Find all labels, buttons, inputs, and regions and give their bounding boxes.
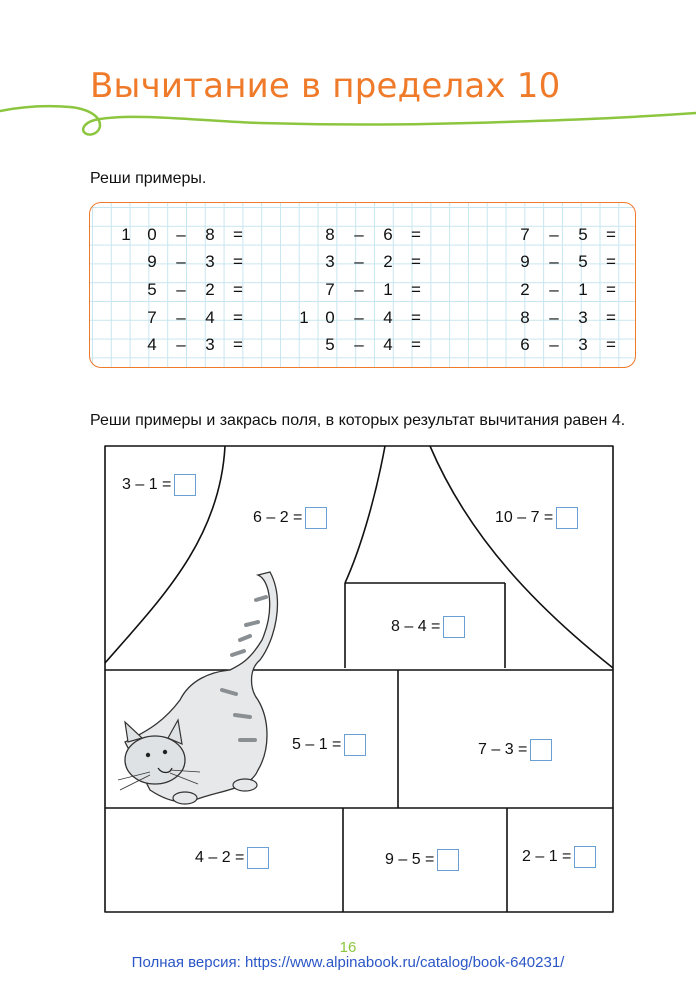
exercise-eq: = bbox=[411, 308, 421, 327]
exercise-c: 4 bbox=[383, 308, 393, 327]
exercise-b: 8 bbox=[325, 225, 335, 244]
cat-illustration bbox=[118, 572, 277, 804]
answer-box[interactable] bbox=[305, 507, 327, 529]
exercise-b: 9 bbox=[520, 252, 530, 271]
color-field-equation bbox=[391, 616, 465, 638]
exercise-b: 6 bbox=[520, 335, 530, 354]
equation-text: 2 – 1 = bbox=[522, 848, 572, 865]
exercise-op: – bbox=[354, 225, 364, 244]
exercise-eq: = bbox=[233, 252, 243, 271]
exercise-b: 5 bbox=[325, 335, 335, 354]
exercise-b: 7 bbox=[520, 225, 530, 244]
page-title: Вычитание в пределах 10 bbox=[90, 66, 561, 106]
exercise-eq: = bbox=[606, 280, 616, 299]
exercise-eq: = bbox=[233, 335, 243, 354]
color-field-equation bbox=[495, 507, 578, 529]
page-number: 16 bbox=[339, 939, 357, 956]
exercise-op: – bbox=[354, 280, 364, 299]
exercise-b: 3 bbox=[325, 252, 335, 271]
task2-instruction: Реши примеры и закрась поля, в которых результат вычитания равен 4. bbox=[90, 412, 626, 429]
exercise-b: 9 bbox=[147, 252, 157, 271]
exercise-b: 0 bbox=[147, 225, 157, 244]
exercise-eq: = bbox=[233, 308, 243, 327]
exercise-b: 7 bbox=[147, 308, 157, 327]
exercise-op: – bbox=[549, 225, 559, 244]
answer-box[interactable] bbox=[574, 846, 596, 868]
answer-box[interactable] bbox=[530, 739, 552, 761]
exercise-eq: = bbox=[233, 280, 243, 299]
exercise-op: – bbox=[354, 308, 364, 327]
exercise-c: 3 bbox=[205, 335, 215, 354]
exercise-b: 5 bbox=[147, 280, 157, 299]
color-field-equation bbox=[253, 507, 327, 529]
exercise-eq: = bbox=[233, 225, 243, 244]
exercise-op: – bbox=[354, 335, 364, 354]
equation-text: 10 – 7 = bbox=[495, 509, 554, 526]
exercise-eq: = bbox=[411, 335, 421, 354]
exercise-op: – bbox=[176, 252, 186, 271]
exercise-op: – bbox=[354, 252, 364, 271]
exercise-op: – bbox=[549, 280, 559, 299]
color-field-equation bbox=[195, 847, 269, 869]
exercise-eq: = bbox=[606, 308, 616, 327]
exercise-a: 1 bbox=[299, 308, 309, 327]
color-field-equation bbox=[122, 474, 196, 496]
equation-text: 9 – 5 = bbox=[385, 851, 435, 868]
equation-text: 6 – 2 = bbox=[253, 509, 303, 526]
equation-text: 8 – 4 = bbox=[391, 618, 441, 635]
answer-box[interactable] bbox=[556, 507, 578, 529]
equation-text: 7 – 3 = bbox=[478, 741, 528, 758]
exercise-op: – bbox=[176, 308, 186, 327]
exercise-op: – bbox=[176, 335, 186, 354]
answer-box[interactable] bbox=[443, 616, 465, 638]
exercise-c: 5 bbox=[578, 252, 588, 271]
answer-box[interactable] bbox=[247, 847, 269, 869]
exercise-op: – bbox=[549, 252, 559, 271]
exercise-c: 4 bbox=[205, 308, 215, 327]
exercise-c: 1 bbox=[578, 280, 588, 299]
exercise-c: 8 bbox=[205, 225, 215, 244]
footer-link[interactable]: Полная версия: https://www.alpinabook.ru/catalog/book-640231/ bbox=[131, 954, 565, 971]
color-field-equation bbox=[522, 846, 596, 868]
color-field-equation bbox=[292, 734, 366, 756]
answer-box[interactable] bbox=[344, 734, 366, 756]
exercise-c: 4 bbox=[383, 335, 393, 354]
exercise-c: 3 bbox=[205, 252, 215, 271]
exercise-eq: = bbox=[606, 252, 616, 271]
color-field-equation bbox=[478, 739, 552, 761]
exercise-eq: = bbox=[411, 280, 421, 299]
exercise-c: 2 bbox=[383, 252, 393, 271]
exercise-b: 0 bbox=[325, 308, 335, 327]
equation-text: 5 – 1 = bbox=[292, 736, 342, 753]
exercise-eq: = bbox=[411, 225, 421, 244]
exercise-b: 8 bbox=[520, 308, 530, 327]
equation-text: 3 – 1 = bbox=[122, 476, 172, 493]
exercise-c: 3 bbox=[578, 308, 588, 327]
exercise-c: 5 bbox=[578, 225, 588, 244]
exercise-eq: = bbox=[606, 225, 616, 244]
exercise-b: 7 bbox=[325, 280, 335, 299]
exercise-op: – bbox=[549, 335, 559, 354]
exercise-b: 2 bbox=[520, 280, 530, 299]
exercise-eq: = bbox=[606, 335, 616, 354]
exercise-c: 2 bbox=[205, 280, 215, 299]
exercise-op: – bbox=[549, 308, 559, 327]
exercise-op: – bbox=[176, 280, 186, 299]
exercise-c: 6 bbox=[383, 225, 393, 244]
exercise-a: 1 bbox=[121, 225, 131, 244]
exercise-eq: = bbox=[411, 252, 421, 271]
exercise-b: 4 bbox=[147, 335, 157, 354]
answer-box[interactable] bbox=[174, 474, 196, 496]
color-field-equation bbox=[385, 849, 459, 871]
exercise-c: 1 bbox=[383, 280, 393, 299]
task1-instruction: Реши примеры. bbox=[90, 170, 207, 187]
exercise-op: – bbox=[176, 225, 186, 244]
exercise-c: 3 bbox=[578, 335, 588, 354]
answer-box[interactable] bbox=[437, 849, 459, 871]
equation-text: 4 – 2 = bbox=[195, 849, 245, 866]
